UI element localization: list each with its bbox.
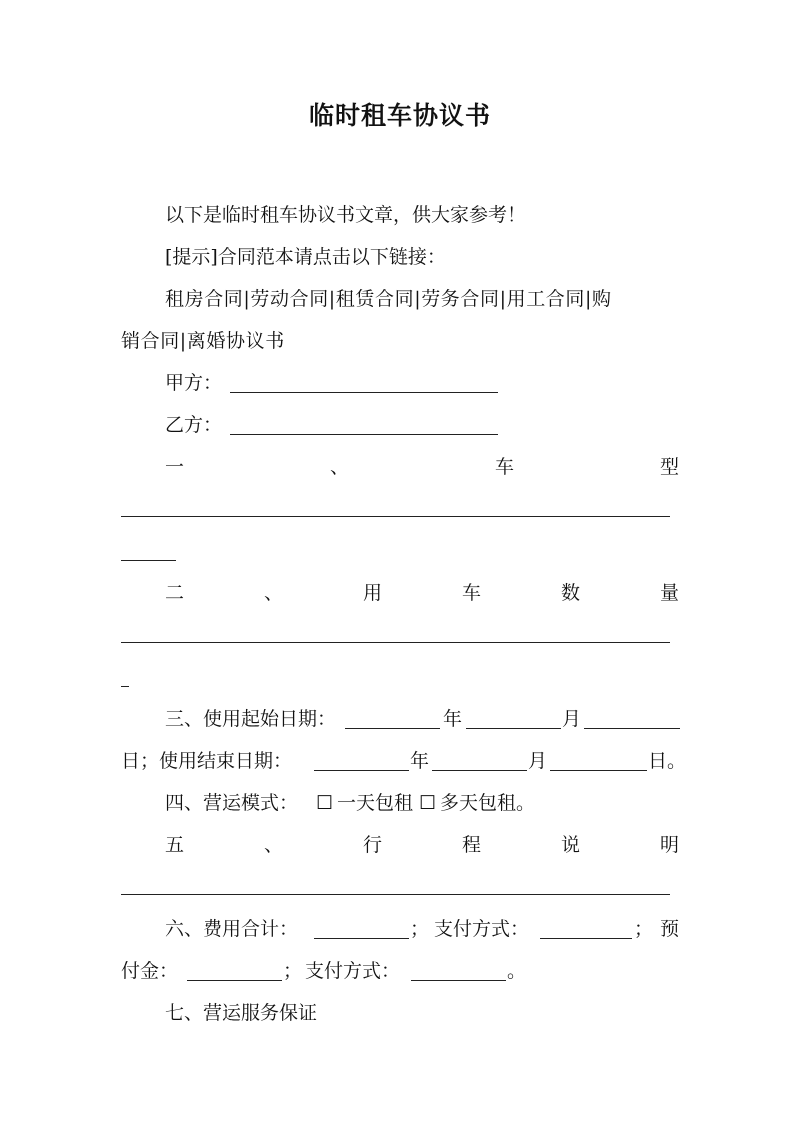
end-day-field[interactable]	[550, 744, 647, 778]
tip-text: [提示]合同范本请点击以下链接：	[165, 246, 446, 268]
vehicle-count-field-cont[interactable]	[121, 686, 129, 687]
separator: ；	[410, 918, 430, 940]
day-end-label: 日。	[648, 750, 687, 772]
year-label: 年	[443, 708, 463, 730]
payment-label: 支付方式：	[434, 918, 530, 940]
contract-links-cont[interactable]: 销合同|离婚协议书	[121, 330, 285, 352]
year-label: 年	[410, 750, 430, 772]
end-date-label: 日；使用结束日期：	[121, 750, 293, 772]
start-month-field[interactable]	[466, 702, 561, 736]
section-4-line	[0, 786, 800, 820]
month-label: 月	[528, 750, 548, 772]
separator: ；	[283, 960, 303, 982]
vehicle-count-field[interactable]	[121, 642, 670, 643]
s2-char: 、	[264, 582, 284, 604]
section-3-line-1	[0, 702, 800, 736]
vehicle-type-field-cont[interactable]	[121, 560, 176, 561]
vehicle-type-field[interactable]	[121, 516, 670, 517]
deposit-label: 付金：	[121, 960, 179, 982]
s5-char: 说	[561, 834, 581, 856]
section-5-heading	[0, 828, 800, 862]
start-date-label: 三、使用起始日期：	[165, 708, 337, 730]
s5-char: 明	[660, 834, 680, 856]
option-multi-day: 多天包租。	[440, 792, 536, 814]
section-7-line	[0, 996, 800, 1030]
s1-char: 型	[660, 456, 680, 478]
section-1-heading	[0, 450, 800, 484]
party-a-line	[0, 366, 800, 400]
section-2-heading	[0, 576, 800, 610]
start-day-field[interactable]	[584, 702, 680, 736]
checkbox-icon[interactable]: ☐	[316, 792, 334, 814]
cost-field[interactable]	[314, 912, 409, 946]
party-b-label: 乙方：	[165, 414, 223, 436]
end-month-field[interactable]	[432, 744, 527, 778]
s5-char: 、	[264, 834, 284, 856]
intro-text: 以下是临时租车协议书文章，供大家参考！	[165, 204, 527, 226]
s1-char: 、	[330, 456, 350, 478]
s2-char: 用	[363, 582, 383, 604]
separator: ；	[634, 918, 654, 940]
document-title: 临时租车协议书	[308, 101, 491, 130]
deposit-payment-field[interactable]	[411, 954, 506, 988]
section-6-line-2	[0, 954, 800, 988]
month-label: 月	[562, 708, 582, 730]
party-b-line	[0, 408, 800, 442]
party-a-field[interactable]	[230, 366, 498, 400]
links-line-1	[0, 282, 800, 316]
tip-line	[0, 240, 800, 274]
section-6-line-1	[0, 912, 800, 946]
s5-char: 行	[363, 834, 383, 856]
s2-char: 量	[660, 582, 680, 604]
s2-char: 二	[165, 582, 185, 604]
party-a-label: 甲方：	[165, 372, 223, 394]
links-line-2	[0, 324, 800, 358]
s5-char: 程	[462, 834, 482, 856]
s1-char: 一	[165, 456, 185, 478]
start-year-field[interactable]	[345, 702, 440, 736]
deposit-label-start: 预	[660, 918, 680, 940]
option-one-day: 一天包租	[337, 792, 414, 814]
s2-char: 数	[561, 582, 581, 604]
contract-links[interactable]: 租房合同|劳动合同|租赁合同|劳务合同|用工合同|购	[165, 288, 612, 310]
itinerary-field[interactable]	[121, 894, 670, 895]
deposit-payment-label: 支付方式：	[305, 960, 401, 982]
party-b-field[interactable]	[230, 408, 498, 442]
cost-label: 六、费用合计：	[165, 918, 299, 940]
checkbox-icon[interactable]: ☐	[419, 792, 437, 814]
s1-char: 车	[495, 456, 515, 478]
deposit-field[interactable]	[187, 954, 282, 988]
end-mark: 。	[507, 960, 527, 982]
service-guarantee-heading: 七、营运服务保证	[165, 1002, 318, 1024]
s2-char: 车	[462, 582, 482, 604]
mode-label: 四、营运模式：	[165, 792, 299, 814]
end-year-field[interactable]	[314, 744, 409, 778]
payment-field[interactable]	[540, 912, 632, 946]
s5-char: 五	[165, 834, 185, 856]
intro-line	[0, 198, 800, 232]
section-3-line-2	[0, 744, 800, 778]
